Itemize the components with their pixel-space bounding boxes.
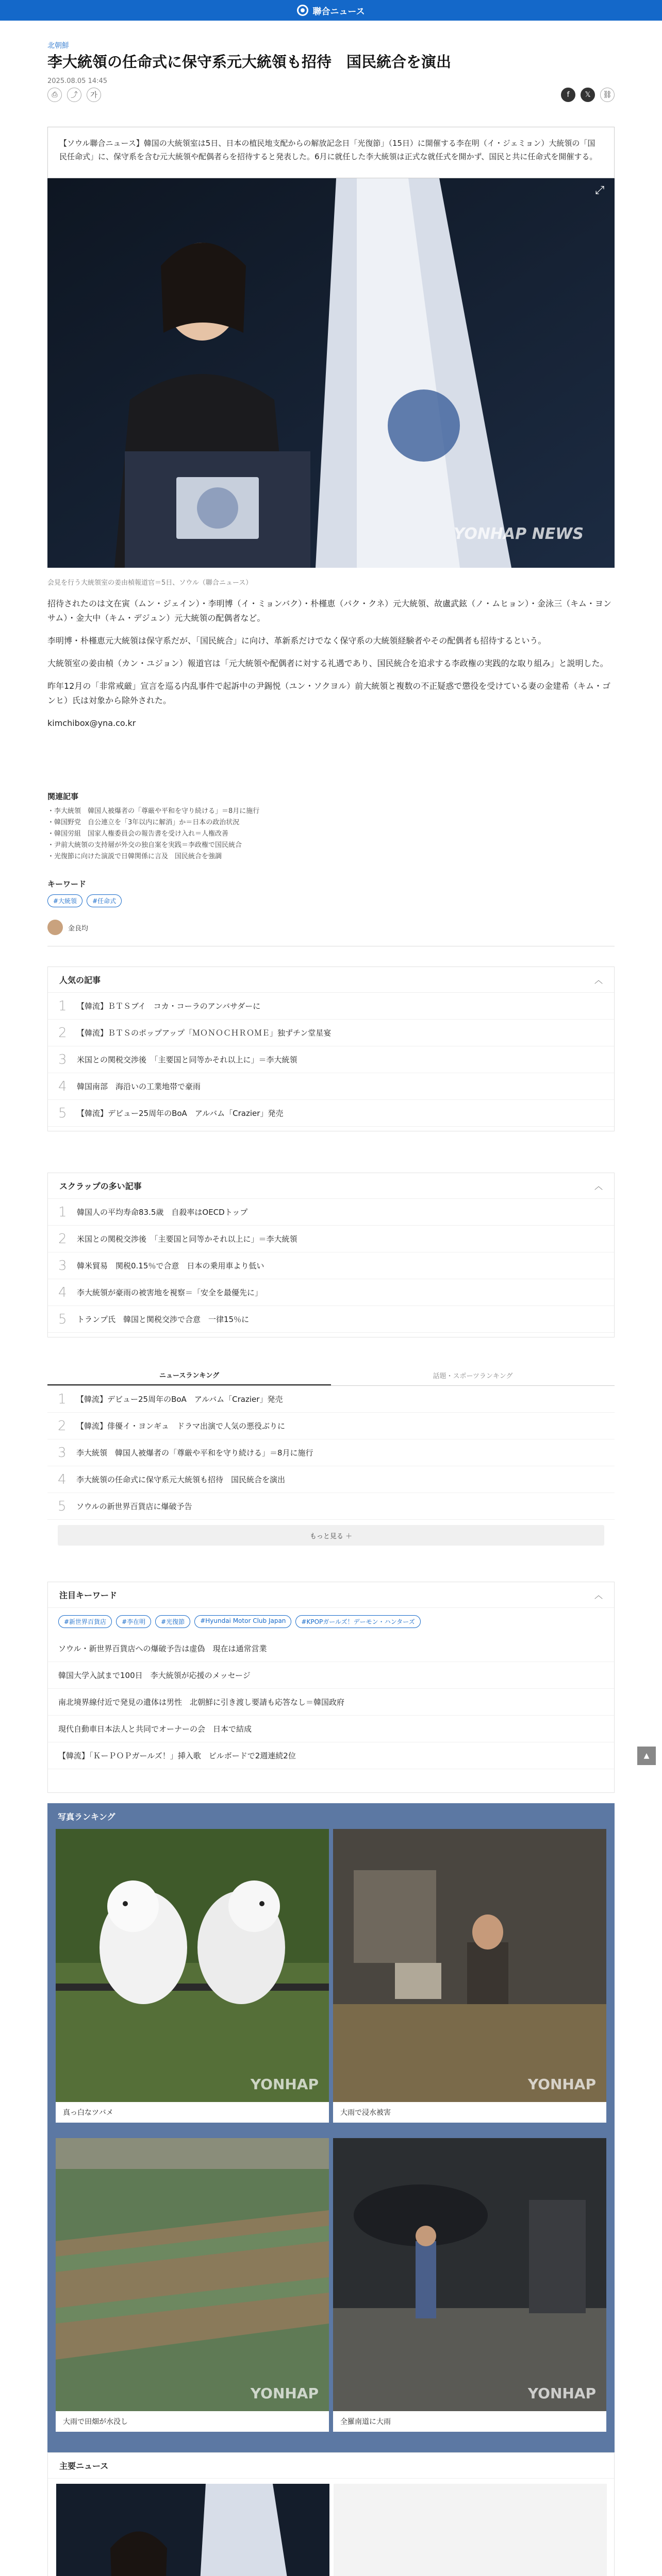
paragraph: 昨年12月の「非常戒厳」宣言を巡る内乱事件で起訴中の尹錫悦（ユン・ソクヨル）前大統領と複数の不正疑惑で懲役を受けている妻の金建希（キム・ゴンヒ）氏は対象から除外された。 bbox=[47, 681, 611, 705]
more-button[interactable]: もっと見る ＋ bbox=[58, 1525, 604, 1546]
keywords-section bbox=[47, 878, 615, 907]
major-heading: 主要ニュース bbox=[59, 2461, 109, 2471]
link-copy-icon[interactable]: ⛓ bbox=[600, 88, 615, 102]
author-name[interactable]: 金良均 bbox=[68, 924, 89, 933]
twitter-icon[interactable]: 𝕏 bbox=[581, 88, 595, 102]
trending-tag[interactable]: #新世界百貨店 bbox=[58, 1615, 112, 1628]
trending-keywords bbox=[47, 1582, 615, 1793]
trending-tag[interactable]: #KPOPガールズ！デーモン・ハンターズ bbox=[295, 1615, 420, 1628]
related-heading: 関連記事 bbox=[47, 792, 79, 801]
photo-thumb bbox=[333, 1829, 606, 2102]
list-item[interactable]: 1 韓国人の平均寿命83.5歳 自殺率はOECDトップ bbox=[48, 1199, 614, 1226]
trending-tag[interactable]: #Hyundai Motor Club Japan bbox=[194, 1615, 291, 1628]
list-item[interactable]: ソウル・新世界百貨店への爆破予告は虚偽 現在は通常営業 bbox=[48, 1635, 614, 1662]
news-ranking bbox=[47, 1365, 615, 1577]
list-item[interactable]: 現代自動車日本法人と共同でオーナーの会 日本で結成 bbox=[48, 1716, 614, 1742]
article-title: 李大統領の任命式に保守系元大統領も招待 国民統合を演出 bbox=[47, 53, 452, 71]
list-item[interactable]: 韓国大学入試まで100日 李大統領が応援のメッセージ bbox=[48, 1662, 614, 1689]
photo-caption: 大雨で田畑が水没し bbox=[63, 2418, 128, 2426]
list-item[interactable]: 1 【韓流】ＢＴＳブイ コカ・コーラのアンバサダーに bbox=[48, 993, 614, 1020]
list-item[interactable]: 2 米国との関税交渉後 「主要国と同等かそれ以上に」＝李大統領 bbox=[48, 1226, 614, 1252]
svg-text:YONHAP: YONHAP bbox=[250, 2076, 319, 2093]
chevron-up-icon[interactable]: ︿ bbox=[594, 1181, 603, 1191]
photo-caption: 会見を行う大統領室の姜由楨報道官＝5日、ソウル（聯合ニュース） bbox=[47, 579, 253, 587]
photo-thumb bbox=[56, 1829, 329, 2102]
list-item[interactable]: 4 韓国南部 海沿いの工業地帯で豪雨 bbox=[48, 1073, 614, 1100]
photo-caption: 大雨で浸水被害 bbox=[340, 2109, 391, 2117]
news-thumb bbox=[334, 2484, 607, 2576]
ranking-tabs bbox=[47, 1365, 615, 1386]
font-size-button[interactable]: 가 bbox=[87, 88, 101, 102]
photo-card[interactable] bbox=[333, 2138, 606, 2432]
svg-text:YONHAP: YONHAP bbox=[527, 2076, 596, 2093]
paragraph: 招待されたのは文在寅（ムン・ジェイン）・李明博（イ・ミョンバク）・朴槿恵（パク・クネ）元大統領、故盧武鉉（ノ・ムヒョン）・金泳三（キム・ヨンサム）・金大中（キム・デジュン）元大統領の配偶者など。 bbox=[47, 599, 611, 623]
trending-tag-list bbox=[48, 1608, 614, 1635]
related-item[interactable]: ・李大統領 韓国人被爆者の「尊厳や平和を守り続ける」＝8月に施行 bbox=[47, 807, 260, 815]
photo-thumb bbox=[333, 2138, 606, 2411]
print-icon[interactable]: ⎙ bbox=[47, 88, 62, 102]
photo-caption: 真っ白なツバメ bbox=[63, 2109, 113, 2117]
chevron-up-icon[interactable]: ︿ bbox=[594, 975, 603, 985]
photo-ranking-heading: 写真ランキング bbox=[58, 1811, 115, 1822]
facebook-icon[interactable]: f bbox=[561, 88, 575, 102]
article-toolbar bbox=[47, 88, 615, 104]
list-item[interactable]: 4 李大統領の任命式に保守系元大統領も招待 国民統合を演出 bbox=[47, 1466, 615, 1493]
spokesperson-photo bbox=[47, 178, 615, 568]
tab-news-ranking[interactable]: ニュースランキング bbox=[47, 1365, 331, 1385]
major-news bbox=[47, 2452, 615, 2576]
list-item[interactable]: 3 韓米貿易 関税0.15％で合意 日本の乗用車より低い bbox=[48, 1252, 614, 1279]
author-block bbox=[47, 920, 615, 935]
photo-thumb bbox=[56, 2138, 329, 2411]
list-item[interactable]: 5 トランプ氏 韓国と関税交渉で合意 一律15％に bbox=[48, 1306, 614, 1333]
trending-tag[interactable]: #光復節 bbox=[155, 1615, 190, 1628]
scroll-top-button[interactable]: ▲ bbox=[637, 1747, 656, 1765]
svg-text:YONHAP: YONHAP bbox=[250, 2385, 319, 2402]
svg-text:⤢: ⤢ bbox=[595, 184, 604, 197]
keyword-tag[interactable]: #大統領 bbox=[47, 894, 82, 907]
list-item[interactable]: 2 【韓流】俳優イ・ヨンギュ ドラマ出演で人気の悪役ぶりに bbox=[47, 1413, 615, 1439]
trending-tag[interactable]: #李在明 bbox=[116, 1615, 151, 1628]
brand-name[interactable]: 聯合ニュース bbox=[312, 6, 365, 17]
article-body bbox=[47, 597, 615, 739]
related-item[interactable]: ・尹前大統領の支持層が外交の独自案を実践＝李政権で国民統合 bbox=[47, 841, 242, 849]
popular-articles bbox=[47, 967, 615, 1131]
photo-caption: 全羅南道に大雨 bbox=[340, 2418, 391, 2426]
news-card[interactable] bbox=[334, 2484, 607, 2576]
author-avatar[interactable] bbox=[47, 920, 63, 935]
keyword-tag[interactable]: #任命式 bbox=[87, 894, 122, 907]
svg-text:YONHAP: YONHAP bbox=[527, 2385, 596, 2402]
popular-heading: 人気の記事 bbox=[59, 975, 101, 985]
list-item[interactable]: 5 【韓流】デビュー25周年のBoA アルバム「Crazier」発売 bbox=[48, 1100, 614, 1127]
svg-text:YONHAP NEWS: YONHAP NEWS bbox=[453, 525, 584, 543]
related-articles bbox=[47, 791, 615, 862]
scraps-heading: スクラップの多い記事 bbox=[59, 1181, 142, 1191]
list-item[interactable]: 1 【韓流】デビュー25周年のBoA アルバム「Crazier」発売 bbox=[47, 1386, 615, 1413]
yonhap-watermark bbox=[454, 525, 584, 543]
list-item[interactable]: 4 李大統領が豪雨の被害地を視察＝「安全を最優先に」 bbox=[48, 1279, 614, 1306]
photo-card[interactable] bbox=[333, 1829, 606, 2123]
tab-topic-ranking[interactable]: 話題・スポーツランキング bbox=[433, 1372, 513, 1380]
paragraph: 大統領室の姜由楨（カン・ユジョン）報道官は「元大統領や配偶者に対する礼遇であり、国民統合を追求する李政権の実践的な取り組み」と説明した。 bbox=[47, 658, 608, 668]
yonhap-logo-icon[interactable] bbox=[297, 5, 308, 16]
breadcrumb[interactable]: 北朝鮮 bbox=[47, 42, 69, 50]
list-item[interactable]: 2 【韓流】ＢＴＳのポップアップ「ＭＯＮＯＣＨＲＯＭＥ」独ずチン堂星宴 bbox=[48, 1020, 614, 1046]
related-item[interactable]: ・韓国野党 自公連立を「3年以内に解消」か＝日本の政治状況 bbox=[47, 819, 240, 826]
share-icon[interactable]: ⤴ bbox=[67, 88, 81, 102]
list-item[interactable]: 【韓流】「ＫーＰＯＰガールズ！」挿入歌 ビルボードで2週連続2位 bbox=[48, 1742, 614, 1769]
article-lead: 【ソウル聯合ニュース】韓国の大統領室は5日、日本の植民地支配からの解放記念日「光復節」（15日）に開催する李在明（イ・ジェミョン）大統領の「国民任命式」に、保守系を含む元大統領や配偶者らを招待すると発表した。6月に就任した李大統領は正式な就任式を開かず、国民と共に任命式を開催する。 bbox=[47, 127, 615, 178]
news-card[interactable] bbox=[56, 2484, 329, 2576]
list-item[interactable]: 3 李大統領 韓国人被爆者の「尊厳や平和を守り続ける」＝8月に施行 bbox=[47, 1439, 615, 1466]
related-item[interactable]: ・光復節に向けた演説で日韓関係に言及 国民統合を強調 bbox=[47, 853, 222, 860]
list-item[interactable]: 3 米国との関税交渉後 「主要国と同等かそれ以上に」＝李大統領 bbox=[48, 1046, 614, 1073]
chevron-up-icon[interactable]: ︿ bbox=[594, 1590, 603, 1600]
top-bar bbox=[0, 0, 662, 21]
trending-heading: 注目キーワード bbox=[59, 1590, 118, 1600]
list-item[interactable]: 5 ソウルの新世界百貨店に爆破予告 bbox=[47, 1493, 615, 1520]
paragraph: 李明博・朴槿恵元大統領は保守系だが、「国民統合」に向け、革新系だけでなく保守系の大統領経験者やその配偶者も招待するという。 bbox=[47, 636, 547, 646]
list-item[interactable]: 南北境界線付近で発見の遺体は男性 北朝鮮に引き渡し要請も応答なし＝韓国政府 bbox=[48, 1689, 614, 1716]
photo-ranking bbox=[47, 1803, 615, 2452]
photo-card[interactable] bbox=[56, 2138, 329, 2432]
scrap-articles bbox=[47, 1173, 615, 1337]
keywords-heading: キーワード bbox=[47, 879, 87, 889]
article-date: 2025.08.05 14:45 bbox=[47, 77, 108, 85]
related-item[interactable]: ・韓国労組 国家人権委員会の報告書を受け入れ＝人権改善 bbox=[47, 830, 229, 838]
author-email[interactable]: kimchibox@yna.co.kr bbox=[47, 718, 136, 728]
news-thumb bbox=[56, 2484, 329, 2576]
article-photo bbox=[47, 178, 615, 568]
photo-card[interactable] bbox=[56, 1829, 329, 2123]
